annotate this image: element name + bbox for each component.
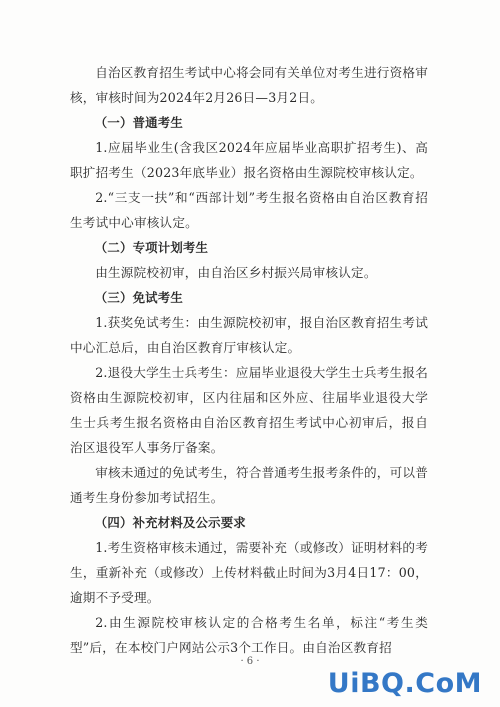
- body-paragraph: 审核未通过的免试考生，符合普通考生报考条件的，可以普通考生身份参加考试招生。: [70, 465, 428, 505]
- document-body: [70, 60, 428, 660]
- body-paragraph: 由生源院校初审，由自治区乡村振兴局审核认定。: [95, 265, 377, 280]
- body-paragraph: 2.由生源院校审核认定的合格考生名单，标注“考生类型”后，在本校门户网站公示3个工作日。由自治区教育招: [70, 615, 428, 655]
- body-paragraph: 1.获奖免试考生：由生源院校初审，报自治区教育招生考试中心汇总后，由自治区教育厅审核认定。: [70, 315, 428, 355]
- body-paragraph: 自治区教育招生考试中心将会同有关单位对考生进行资格审核，审核时间为2024年2月26日—3月2日。: [70, 65, 428, 105]
- section-heading: （一）普通考生: [94, 115, 183, 130]
- body-paragraph: 2.退役大学生士兵考生：应届毕业退役大学生士兵考生报名资格由生源院校初审，区内往届和区外应、往届毕业退役大学生士兵考生报名资格由自治区教育招生考试中心初审后，报自治区退役军人事务厅备案。: [70, 365, 428, 455]
- section-heading: （三）免试考生: [94, 290, 183, 305]
- section-heading: （二）专项计划考生: [94, 240, 209, 255]
- body-paragraph: 2.“三支一扶”和“西部计划”考生报名资格由自治区教育招生考试中心审核认定。: [70, 190, 428, 230]
- watermark-logo: UiBQ.CoM: [327, 668, 482, 699]
- body-paragraph: 1.应届毕业生(含我区2024年应届毕业高职扩招考生)、高职扩招考生（2023年底毕业）报名资格由生源院校审核认定。: [70, 140, 428, 180]
- body-paragraph: 1.考生资格审核未通过，需要补充（或修改）证明材料的考生，重新补充（或修改）上传材料截止时间为3月4日17：00，逾期不予受理。: [70, 540, 428, 605]
- section-heading: （四）补充材料及公示要求: [94, 515, 246, 530]
- page-number: · 6 ·: [240, 656, 260, 667]
